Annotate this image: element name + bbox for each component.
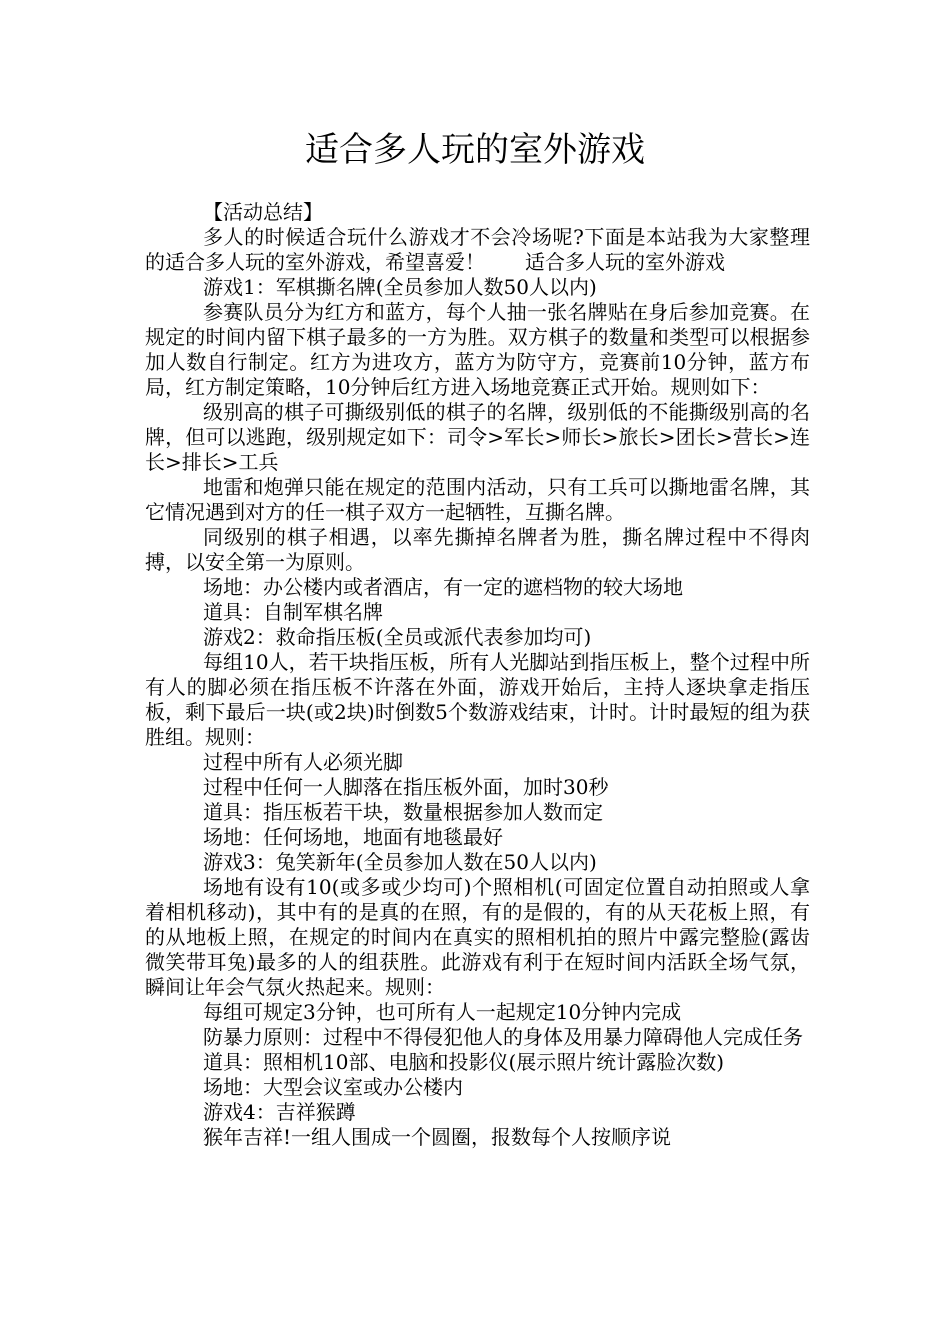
paragraph: 参赛队员分为红方和蓝方，每个人抽一张名牌贴在身后参加竞赛。在规定的时间内留下棋子最多的一方为胜。双方棋子的数量和类型可以根据参加人数自行制定。红方为进攻方，蓝方为防守方，竞赛前10分钟，蓝方布局，红方制定策略，10分钟后红方进入场地竞赛正式开始。规则如下： xyxy=(145,300,810,399)
paragraph: 游戏4：吉祥猴蹲 xyxy=(203,1100,356,1124)
paragraph: 过程中所有人必须光脚 xyxy=(203,750,403,774)
paragraph: 场地：大型会议室或办公楼内 xyxy=(203,1075,463,1099)
paragraph: 级别高的棋子可撕级别低的棋子的名牌，级别低的不能撕级别高的名牌，但可以逃跑，级别规定如下：司令>军长>师长>旅长>团长>营长>连长>排长>工兵 xyxy=(145,400,810,474)
paragraph: 道具：照相机10部、电脑和投影仪(展示照片统计露脸次数) xyxy=(203,1050,725,1074)
paragraph: 同级别的棋子相遇，以率先撕掉名牌者为胜，撕名牌过程中不得肉搏，以安全第一为原则。 xyxy=(145,525,810,574)
paragraph: 游戏1：军棋撕名牌(全员参加人数50人以内) xyxy=(203,275,597,299)
paragraph: 【活动总结】 xyxy=(203,200,323,224)
document-body xyxy=(145,200,810,1150)
paragraph: 场地有设有10(或多或少均可)个照相机(可固定位置自动拍照或人拿着相机移动)，其中有的是真的在照，有的是假的，有的从天花板上照，有的从地板上照，在规定的时间内在真实的照相机拍的照片中露完整脸(露齿微笑带耳兔)最多的人的组获胜。此游戏有利于在短时间内活跃全场气氛，瞬间让年会气氛火热起来。规则： xyxy=(145,875,810,999)
paragraph: 每组10人，若干块指压板，所有人光脚站到指压板上，整个过程中所有人的脚必须在指压板不许落在外面，游戏开始后，主持人逐块拿走指压板，剩下最后一块(或2块)时倒数5个数游戏结束，计时。计时最短的组为获胜组。规则： xyxy=(145,650,810,749)
paragraph: 猴年吉祥!一组人围成一个圆圈，报数每个人按顺序说 xyxy=(203,1125,672,1149)
page-title: 适合多人玩的室外游戏 xyxy=(305,130,645,170)
paragraph: 每组可规定3分钟，也可所有人一起规定10分钟内完成 xyxy=(203,1000,682,1024)
paragraph: 道具：自制军棋名牌 xyxy=(203,600,383,624)
paragraph: 场地：任何场地，地面有地毯最好 xyxy=(203,825,503,849)
paragraph: 防暴力原则：过程中不得侵犯他人的身体及用暴力障碍他人完成任务 xyxy=(203,1025,803,1049)
paragraph: 道具：指压板若干块，数量根据参加人数而定 xyxy=(203,800,603,824)
paragraph: 游戏3：兔笑新年(全员参加人数在50人以内) xyxy=(203,850,597,874)
paragraph: 多人的时候适合玩什么游戏才不会冷场呢?下面是本站我为大家整理的适合多人玩的室外游戏，希望喜爱！ 适合多人玩的室外游戏 xyxy=(145,225,810,274)
paragraph: 过程中任何一人脚落在指压板外面，加时30秒 xyxy=(203,775,609,799)
paragraph: 场地：办公楼内或者酒店，有一定的遮档物的较大场地 xyxy=(203,575,683,599)
paragraph: 地雷和炮弹只能在规定的范围内活动，只有工兵可以撕地雷名牌，其它情况遇到对方的任一棋子双方一起牺牲，互撕名牌。 xyxy=(145,475,810,524)
paragraph: 游戏2：救命指压板(全员或派代表参加均可) xyxy=(203,625,592,649)
